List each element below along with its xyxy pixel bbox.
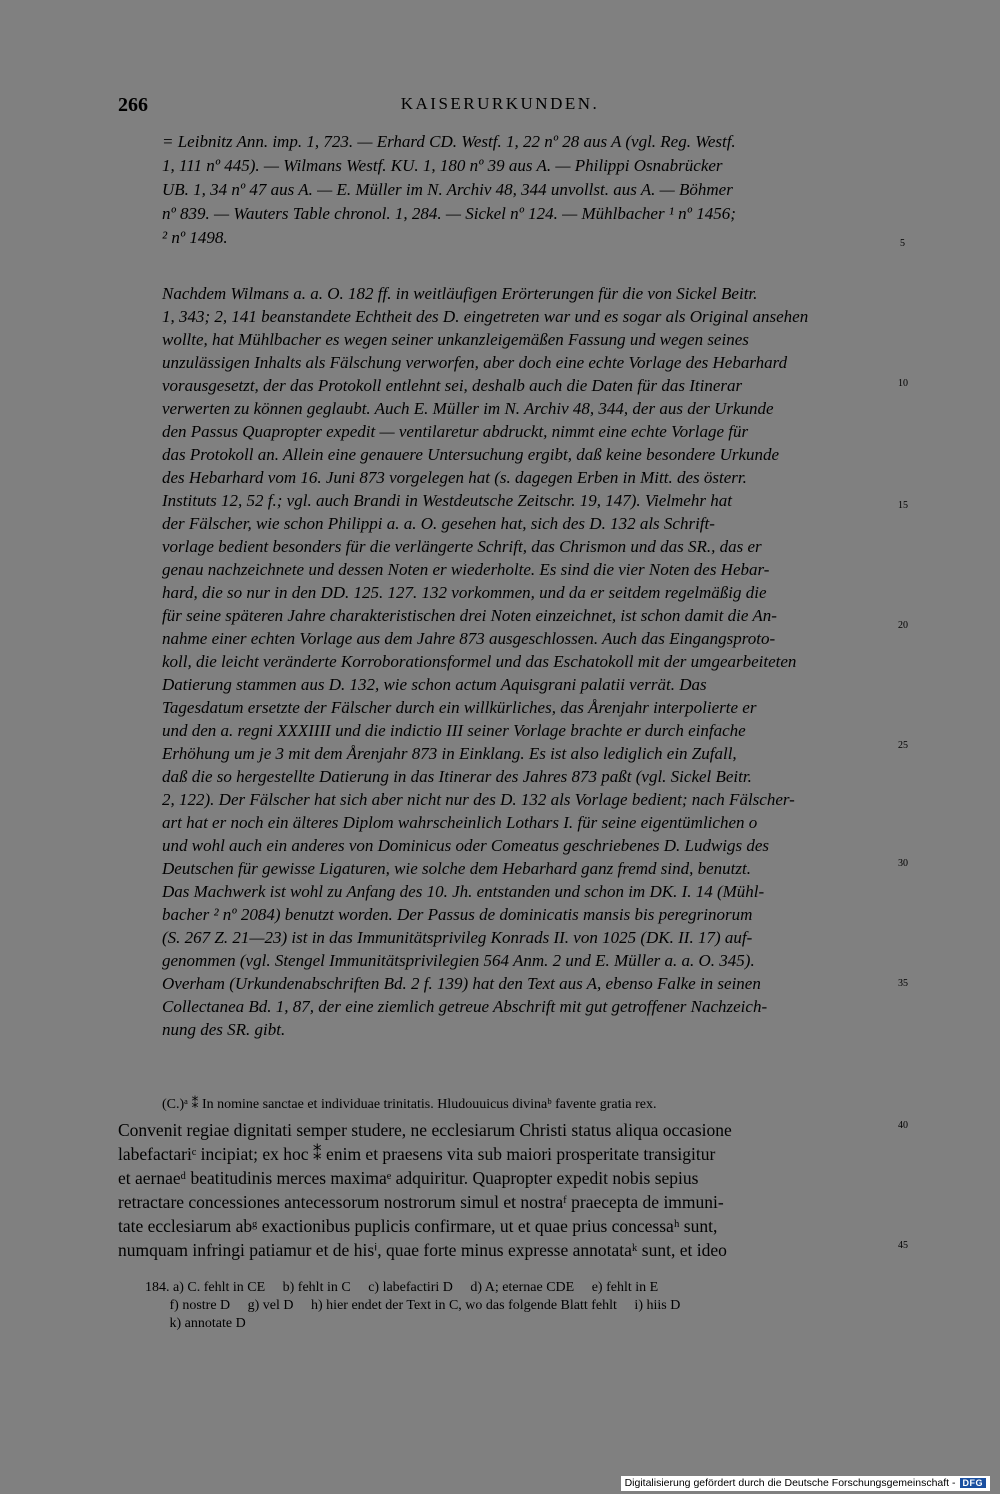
commentary-line: und den a. regni XXXIIII und die indictio III seiner Vorlage brachte er durch einfache xyxy=(162,721,746,740)
running-head xyxy=(0,94,1000,118)
commentary-line: daß die so hergestellte Datierung in das Itinerar des Jahres 873 paßt (vgl. Sickel Beitr. xyxy=(162,767,752,786)
commentary-line: Nachdem Wilmans a. a. O. 182 ff. in weitläufigen Erörterungen für die von Sickel Beitr. xyxy=(162,284,758,303)
commentary-line: nahme einer echten Vorlage aus dem Jahre 873 ausgeschlossen. Auch das Eingangsproto- xyxy=(162,629,776,648)
commentary-line: unzulässigen Inhalts als Fälschung verworfen, aber doch eine echte Vorlage des Hebarhard xyxy=(162,353,788,372)
commentary-line: hard, die so nur in den DD. 125. 127. 132 vorkommen, und da er seitdem regelmäßig die xyxy=(162,583,767,602)
commentary-line: art hat er noch ein älteres Diplom wahrscheinlich Lothars I. für seine eigentümlichen o xyxy=(162,813,758,832)
digitization-credit xyxy=(621,1476,990,1491)
commentary-line: wollte, hat Mühlbacher es wegen seiner unkanzleigemäßen Fassung und wegen seines xyxy=(162,330,749,349)
commentary-line: koll, die leicht veränderte Korroborationsformel und das Eschatokoll mit der umgearbeiteten xyxy=(162,652,797,671)
commentary-line: Instituts 12, 52 f.; vgl. auch Brandi in Westdeutsche Zeitschr. 19, 147). Vielmehr hat xyxy=(162,491,732,510)
commentary-line: Deutschen für gewisse Ligaturen, wie solche dem Hebarhard ganz fremd sind, benutzt. xyxy=(162,859,751,878)
charter-line: (C.)ᵃ ⁑ In nomine sanctae et individuae trinitatis. Hludouuicus divinaᵇ favente gratia rex. xyxy=(162,1097,657,1112)
references-line: UB. 1, 34 nº 47 aus A. — E. Müller im N. Archiv 48, 344 unvollst. aus A. — Böhmer xyxy=(162,180,733,199)
commentary-line: Datierung stammen aus D. 132, wie schon actum Aquisgrani palatii verrät. Das xyxy=(162,675,707,694)
charter-line: et aernaeᵈ beatitudinis merces maximaᵉ adquiritur. Quapropter expedit nobis sepius xyxy=(118,1168,699,1188)
commentary-line: für seine späteren Jahre charakteristischen drei Noten einzeichnet, ist schon damit die An- xyxy=(162,606,777,625)
dfg-logo: DFG xyxy=(960,1478,987,1488)
line-number: 40 xyxy=(898,1120,908,1131)
charter-line: labefactariᶜ incipiat; ex hoc ⁑ enim et praesens vita sub maiori prosperitate transigitur xyxy=(118,1144,716,1164)
commentary-line: vorausgesetzt, der das Protokoll entlehnt sei, deshalb auch die Daten für das Itinerar xyxy=(162,376,743,395)
commentary-line: 2, 122). Der Fälscher hat sich aber nicht nur des D. 132 als Vorlage bedient; nach Fälscher- xyxy=(162,790,795,809)
footnote-line: f) nostre D g) vel D h) hier endet der Text in C, wo das folgende Blatt fehlt i) hiis D xyxy=(145,1298,681,1313)
charter-line: tate ecclesiarum abᵍ exactionibus puplicis confirmare, ut et quae prius concessaʰ sunt, xyxy=(118,1216,718,1236)
commentary-line: (S. 267 Z. 21—23) ist in das Immunitätsprivileg Konrads II. von 1025 (DK. II. 17) auf- xyxy=(162,928,753,947)
header-title: KAISERURKUNDEN. xyxy=(400,94,600,113)
line-number: 15 xyxy=(898,500,908,511)
commentary-line: nung des SR. gibt. xyxy=(162,1020,286,1039)
footnote-line: k) annotate D xyxy=(145,1316,246,1331)
credit-text: Digitalisierung gefördert durch die Deutsche Forschungsgemeinschaft - xyxy=(624,1477,956,1489)
commentary-line: genommen (vgl. Stengel Immunitätsprivilegien 564 Anm. 2 und E. Müller a. a. O. 345). xyxy=(162,951,755,970)
line-number: 45 xyxy=(898,1240,908,1251)
commentary-line: Tagesdatum ersetzte der Fälscher durch ein willkürliches, das Årenjahr interpolierte er xyxy=(162,698,757,717)
commentary-line: vorlage bedient besonders für die verlängerte Schrift, das Chrismon und das SR., das er xyxy=(162,537,762,556)
commentary-line: Overham (Urkundenabschriften Bd. 2 f. 139) hat den Text aus A, ebenso Falke in seinen xyxy=(162,974,761,993)
commentary-line: das Protokoll an. Allein eine genauere Untersuchung ergibt, daß keine besondere Urkunde xyxy=(162,445,780,464)
references-line: ² nº 1498. xyxy=(162,228,228,247)
line-number: 20 xyxy=(898,620,908,631)
commentary-line: 1, 343; 2, 141 beanstandete Echtheit des D. eingetreten war und es sogar als Original ansehen xyxy=(162,307,809,326)
charter-line: retractare concessiones antecessorum nostrorum simul et nostraᶠ praecepta de immuni- xyxy=(118,1192,724,1212)
line-number: 10 xyxy=(898,378,908,389)
references-line: = Leibnitz Ann. imp. 1, 723. — Erhard CD. Westf. 1, 22 nº 28 aus A (vgl. Reg. Westf. xyxy=(162,132,736,151)
charter-line: numquam infringi patiamur et de hisⁱ, quae forte minus expresse annotataᵏ sunt, et ideo xyxy=(118,1240,727,1260)
footnote-line: 184. a) C. fehlt in CE b) fehlt in C c) labefactiri D d) A; eternae CDE e) fehlt in E xyxy=(145,1280,659,1295)
commentary-line: und wohl auch ein anderes von Dominicus oder Comeatus geschriebenes D. Ludwigs des xyxy=(162,836,770,855)
commentary-line: Collectanea Bd. 1, 87, der eine ziemlich getreue Abschrift mit gut getroffener Nachzeich- xyxy=(162,997,768,1016)
commentary-line: Erhöhung um je 3 mit dem Årenjahr 873 in Einklang. Es ist also lediglich ein Zufall, xyxy=(162,744,737,763)
commentary-line: bacher ² nº 2084) benutzt worden. Der Passus de dominicatis mansis bis peregrinorum xyxy=(162,905,753,924)
commentary-line: den Passus Quapropter expedit — ventilaretur abdruckt, nimmt eine echte Vorlage für xyxy=(162,422,749,441)
line-number: 25 xyxy=(898,740,908,751)
commentary-line: der Fälscher, wie schon Philippi a. a. O. gesehen hat, sich des D. 132 als Schrift- xyxy=(162,514,715,533)
commentary-line: verwerten zu können geglaubt. Auch E. Müller im N. Archiv 48, 344, der aus der Urkunde xyxy=(162,399,774,418)
line-number: 30 xyxy=(898,858,908,869)
page-number: 266 xyxy=(118,94,148,116)
commentary-line: genau nachzeichnete und dessen Noten er wiederholte. Es sind die vier Noten des Hebar- xyxy=(162,560,770,579)
references-line: 1, 111 nº 445). — Wilmans Westf. KU. 1, 180 nº 39 aus A. — Philippi Osnabrücker xyxy=(162,156,723,175)
references-line: nº 839. — Wauters Table chronol. 1, 284. — Sickel nº 124. — Mühlbacher ¹ nº 1456; xyxy=(162,204,736,223)
line-number: 5 xyxy=(900,238,905,249)
commentary-line: Das Machwerk ist wohl zu Anfang des 10. Jh. entstanden und schon im DK. I. 14 (Mühl- xyxy=(162,882,765,901)
commentary-line: des Hebarhard vom 16. Juni 873 vorgelegen hat (s. dagegen Erben in Mitt. des österr. xyxy=(162,468,747,487)
charter-line: Convenit regiae dignitati semper studere, ne ecclesiarum Christi status aliqua occasione xyxy=(118,1120,732,1140)
line-number: 35 xyxy=(898,978,908,989)
